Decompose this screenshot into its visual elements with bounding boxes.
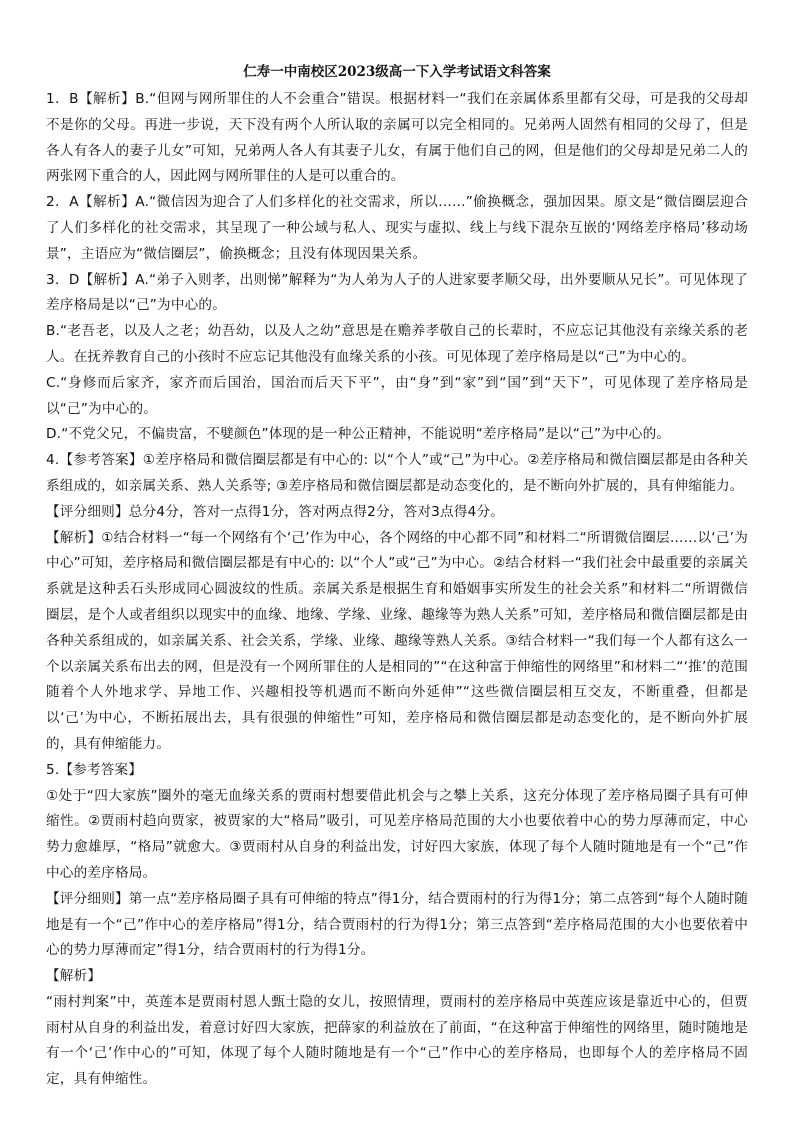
answer-q5-analysis-heading: 【解析】 xyxy=(46,968,102,985)
answer-q5-heading: 5.【参考答案】 xyxy=(46,761,143,778)
answer-q5-reference: ①处于“四大家族”圈外的毫无血缘关系的贾雨村想要借此机会与之攀上关系，这充分体现了差序格局圈子具有可伸缩性。②贾雨村趋向贾家，被贾家的大“格局”吸引，可见差序格局范围的大小也要依着中心的势力厚薄而定，中心势力愈雄厚，“格局”就愈大。③贾雨村从自身的利益出发，讨好四大家族，体现了每个人随时随地是有一个“己”作中心的差序格局。 xyxy=(46,787,748,881)
answer-q4-analysis: 【解析】①结合材料一“每一个网络有个‘己’作为中心，各个网络的中心都不同”和材料二“所谓微信圈层……以‘己’为中心”可知，差序格局和微信圈层都是有中心的: 以“个人”或“己”为中心。②结合材料一“我们社会中最重要的亲属关系就是这种丢石头形成同心圆波纹的性质。亲属关系是根据生育和婚姻事实所发生的社会关系”和材料二“所谓微信圈层，是个人或者组织以现实中的血缘、地缘、学缘、业缘、趣缘等为熟人关系”可知，差序格局和微信圈层都是由各种关系组成的，如亲属关系、社会关系，学缘、业缘、趣缘等熟人关系。③结合材料一“我们每一个人都有这么一个以亲属关系布出去的网，但是没有一个网所罪住的人是相同的”“在这种富于伸缩性的网络里”和材料二“‘推’的范围随着个人外地求学、异地工作、兴趣相投等机遇而不断向外延伸”“这些微信圈层相互交友，不断重叠，但都是以‘己’为中心，不断拓展出去，具有很强的伸缩性”可知，差序格局和微信圈层都是动态变化的，是不断向外扩展的，具有伸缩能力。 xyxy=(46,529,748,752)
document-title: 仁寿一中南校区2023级高一下入学考试语文科答案 xyxy=(243,64,551,80)
answer-q4-scoring: 【评分细则】总分4分，答对一点得1分，答对两点得2分，答对3点得4分。 xyxy=(46,503,505,520)
answer-q3-option-c: C.“身修而后家齐，家齐而后国治，国治而后天下平”，由“身”到“家”到“国”到“天下”，可见体现了差序格局是以“己”为中心的。 xyxy=(46,374,748,417)
answer-q5-analysis: “雨村判案”中，英莲本是贾雨村恩人甄士隐的女儿，按照情理，贾雨村的差序格局中英莲应该是靠近中心的，但贾雨村从自身的利益出发，着意讨好四大家族，把薛家的利益放在了前面，“在这种富于伸缩性的网络里，随时随地是有一个‘己’作中心的”可知，体现了每个人随时随地是有一个“己”作中心的差序格局，也即每个人的差序格局不固定，具有伸缩性。 xyxy=(46,993,748,1088)
answer-q5-scoring: 【评分细则】第一点“差序格局圈子具有可伸缩的特点”得1分，结合贾雨村的行为得1分；第二点答到“每个人随时随地是有一个“己”作中心的差序格局”得1分，结合贾雨村的行为得1分；第三点答到“差序格局范围的大小也要依着中心的势力厚薄而定”得1分，结合贾雨村的行为得1分。 xyxy=(46,890,748,959)
answer-q3-option-b: B.“老吾老，以及人之老；幼吾幼，以及人之幼”意思是在赡养孝敬自己的长辈时，不应忘记其他没有亲缘关系的老人。在抚养教育自己的小孩时不应忘记其他没有血缘关系的小孩。可见体现了差序格局是以“己”为中心的。 xyxy=(46,323,748,365)
answer-q4-reference: 4.【参考答案】①差序格局和微信圈层都是有中心的: 以“个人”或“己”为中心。②差序格局和微信圈层都是由各种关系组成的，如亲属关系、熟人关系等; ③差序格局和微信圈层都是动态变化的，是不断向外扩展的，具有伸缩能力。 xyxy=(46,452,748,494)
answer-q3-option-d: D.“不党父兄，不偏贵富，不嬖颜色”体现的是一种公正精神，不能说明“差序格局”是以“己”为中心的。 xyxy=(46,426,671,443)
answer-q1: 1．B【解析】B.“但网与网所罪住的人不会重合”错误。根据材料一“我们在亲属体系里都有父母，可是我的父母却不是你的父母。再进一步说，天下没有两个人所认取的亲属可以完全相同的。兄弟两人固然有相同的父母了，但是各人有各人的妻子儿女”可知，兄弟两人各人有其妻子儿女，有属于他们自己的网，但是他们的父母却是兄弟二人的两张网下重合的人，因此网与网所罪住的人是可以重合的。 xyxy=(46,91,748,185)
answer-q3-option-a: 3．D【解析】A.“弟子入则孝，出则悌”解释为“为人弟为人子的人进家要孝顺父母，出外要顺从兄长”。可见体现了差序格局是以“己”为中心的。 xyxy=(46,271,748,314)
answer-q2: 2．A【解析】A.“微信因为迎合了人们多样化的社交需求，所以……”偷换概念，强加因果。原文是“微信圈层迎合了人们多样化的社交需求，其呈现了一种公域与私人、现实与虚拟、线上与线下混杂互嵌的‘网络差序格局’移动场景”，主语应为“微信圈层”，偷换概念；且没有体现因果关系。 xyxy=(46,194,748,262)
